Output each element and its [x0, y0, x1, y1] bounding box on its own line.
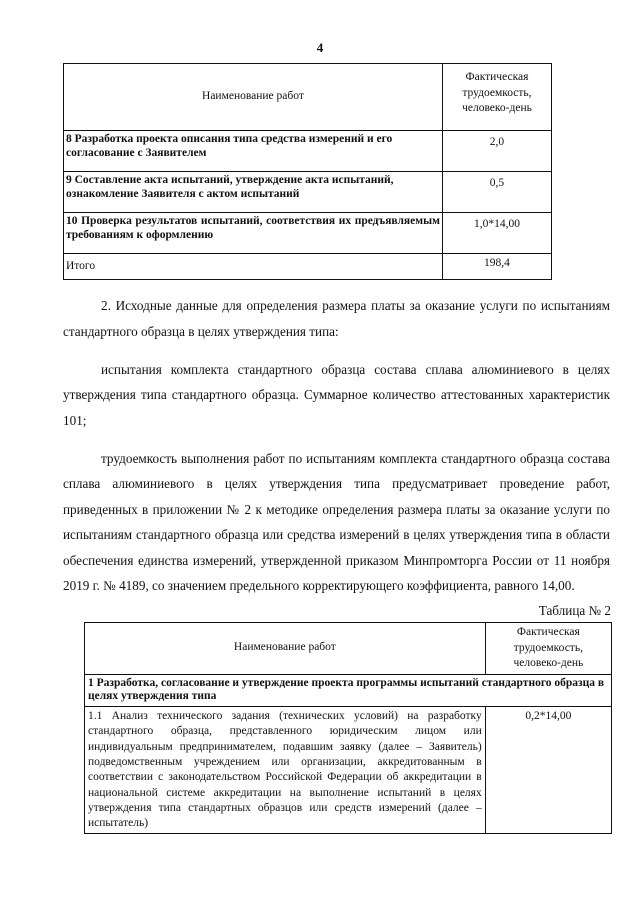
- paragraph-tests-kit: испытания комплекта стандартного образца состава сплава алюминиевого в целях утверждения типа стандартного образца. Суммарное количество аттестованных характеристик 101;: [63, 361, 610, 428]
- table-2-header-row: [85, 623, 612, 675]
- body-text: [63, 293, 610, 611]
- paragraph-initial-data: 2. Исходные данные для определения размера платы за оказание услуги по испытаниям стандартного образца в целях утверждения типа:: [63, 298, 610, 339]
- table-row: [64, 213, 552, 254]
- work-name-cell: 9 Составление акта испытаний, утверждение акта испытаний, ознакомление Заявителя с актом испытаний: [64, 172, 443, 213]
- effort-value-cell: 0,5: [442, 172, 551, 213]
- table-1-header-row: [64, 64, 552, 131]
- table-2: [84, 622, 612, 834]
- total-label-cell: Итого: [64, 254, 443, 280]
- table-row: [64, 172, 552, 213]
- work-name-cell: 10 Проверка результатов испытаний, соответствия их предъявляемым требованиям к оформлению: [64, 213, 443, 254]
- paragraph-labor-intensity: трудоемкость выполнения работ по испытаниям комплекта стандартного образца состава сплава алюминиевого в целях утверждения типа предусматривает проведение работ, приведенных в приложении № 2 к методике определения размера платы за оказание услуги по испытаниям стандартного образца или средства измерений в целях утверждения типа в области обеспечения единства измерений, утвержденной приказом Минпромторга России от 11 ноября 2019 г. № 4189, со значением предельного корректирующего коэффициента, равного 14,00.: [63, 450, 610, 593]
- work-name-cell: 8 Разработка проекта описания типа средства измерений и его согласование с Заявителем: [64, 131, 443, 172]
- section-title-cell: 1 Разработка, согласование и утверждение проекта программы испытаний стандартного образца в целях утверждения типа: [85, 674, 612, 707]
- effort-value-cell: 0,2*14,00: [485, 707, 611, 834]
- table-row: [64, 131, 552, 172]
- table-2-caption: Таблица № 2: [538, 603, 611, 618]
- table-2-header-name: Наименование работ: [85, 623, 486, 675]
- effort-value-cell: 1,0*14,00: [442, 213, 551, 254]
- table-row: [85, 707, 612, 834]
- table-1-header-effort: Фактическая трудоемкость, человеко-день: [442, 64, 551, 131]
- work-name-cell: 1.1 Анализ технического задания (технических условий) на разработку стандартного образца, представленного юридическим лицом или индивидуальным предпринимателем, подавшим заявку (далее – Заявитель) подведомственным учреждением или организации, аккредитованным в соответствии с законодательством Российской Федерации об аккредитации в национальной системе аккредитации на выполнение испытаний в целях утверждения типа стандартных образцов или средств измерений (далее – испытатель): [85, 707, 486, 834]
- table-2-header-effort: Фактическая трудоемкость, человеко-день: [485, 623, 611, 675]
- table-1-header-name: Наименование работ: [64, 64, 443, 131]
- total-value-cell: 198,4: [442, 254, 551, 280]
- effort-value-cell: 2,0: [442, 131, 551, 172]
- page-number: 4: [316, 40, 324, 55]
- table-1-total-row: [64, 254, 552, 280]
- table-1: [63, 63, 552, 280]
- table-2-section-row: [85, 674, 612, 707]
